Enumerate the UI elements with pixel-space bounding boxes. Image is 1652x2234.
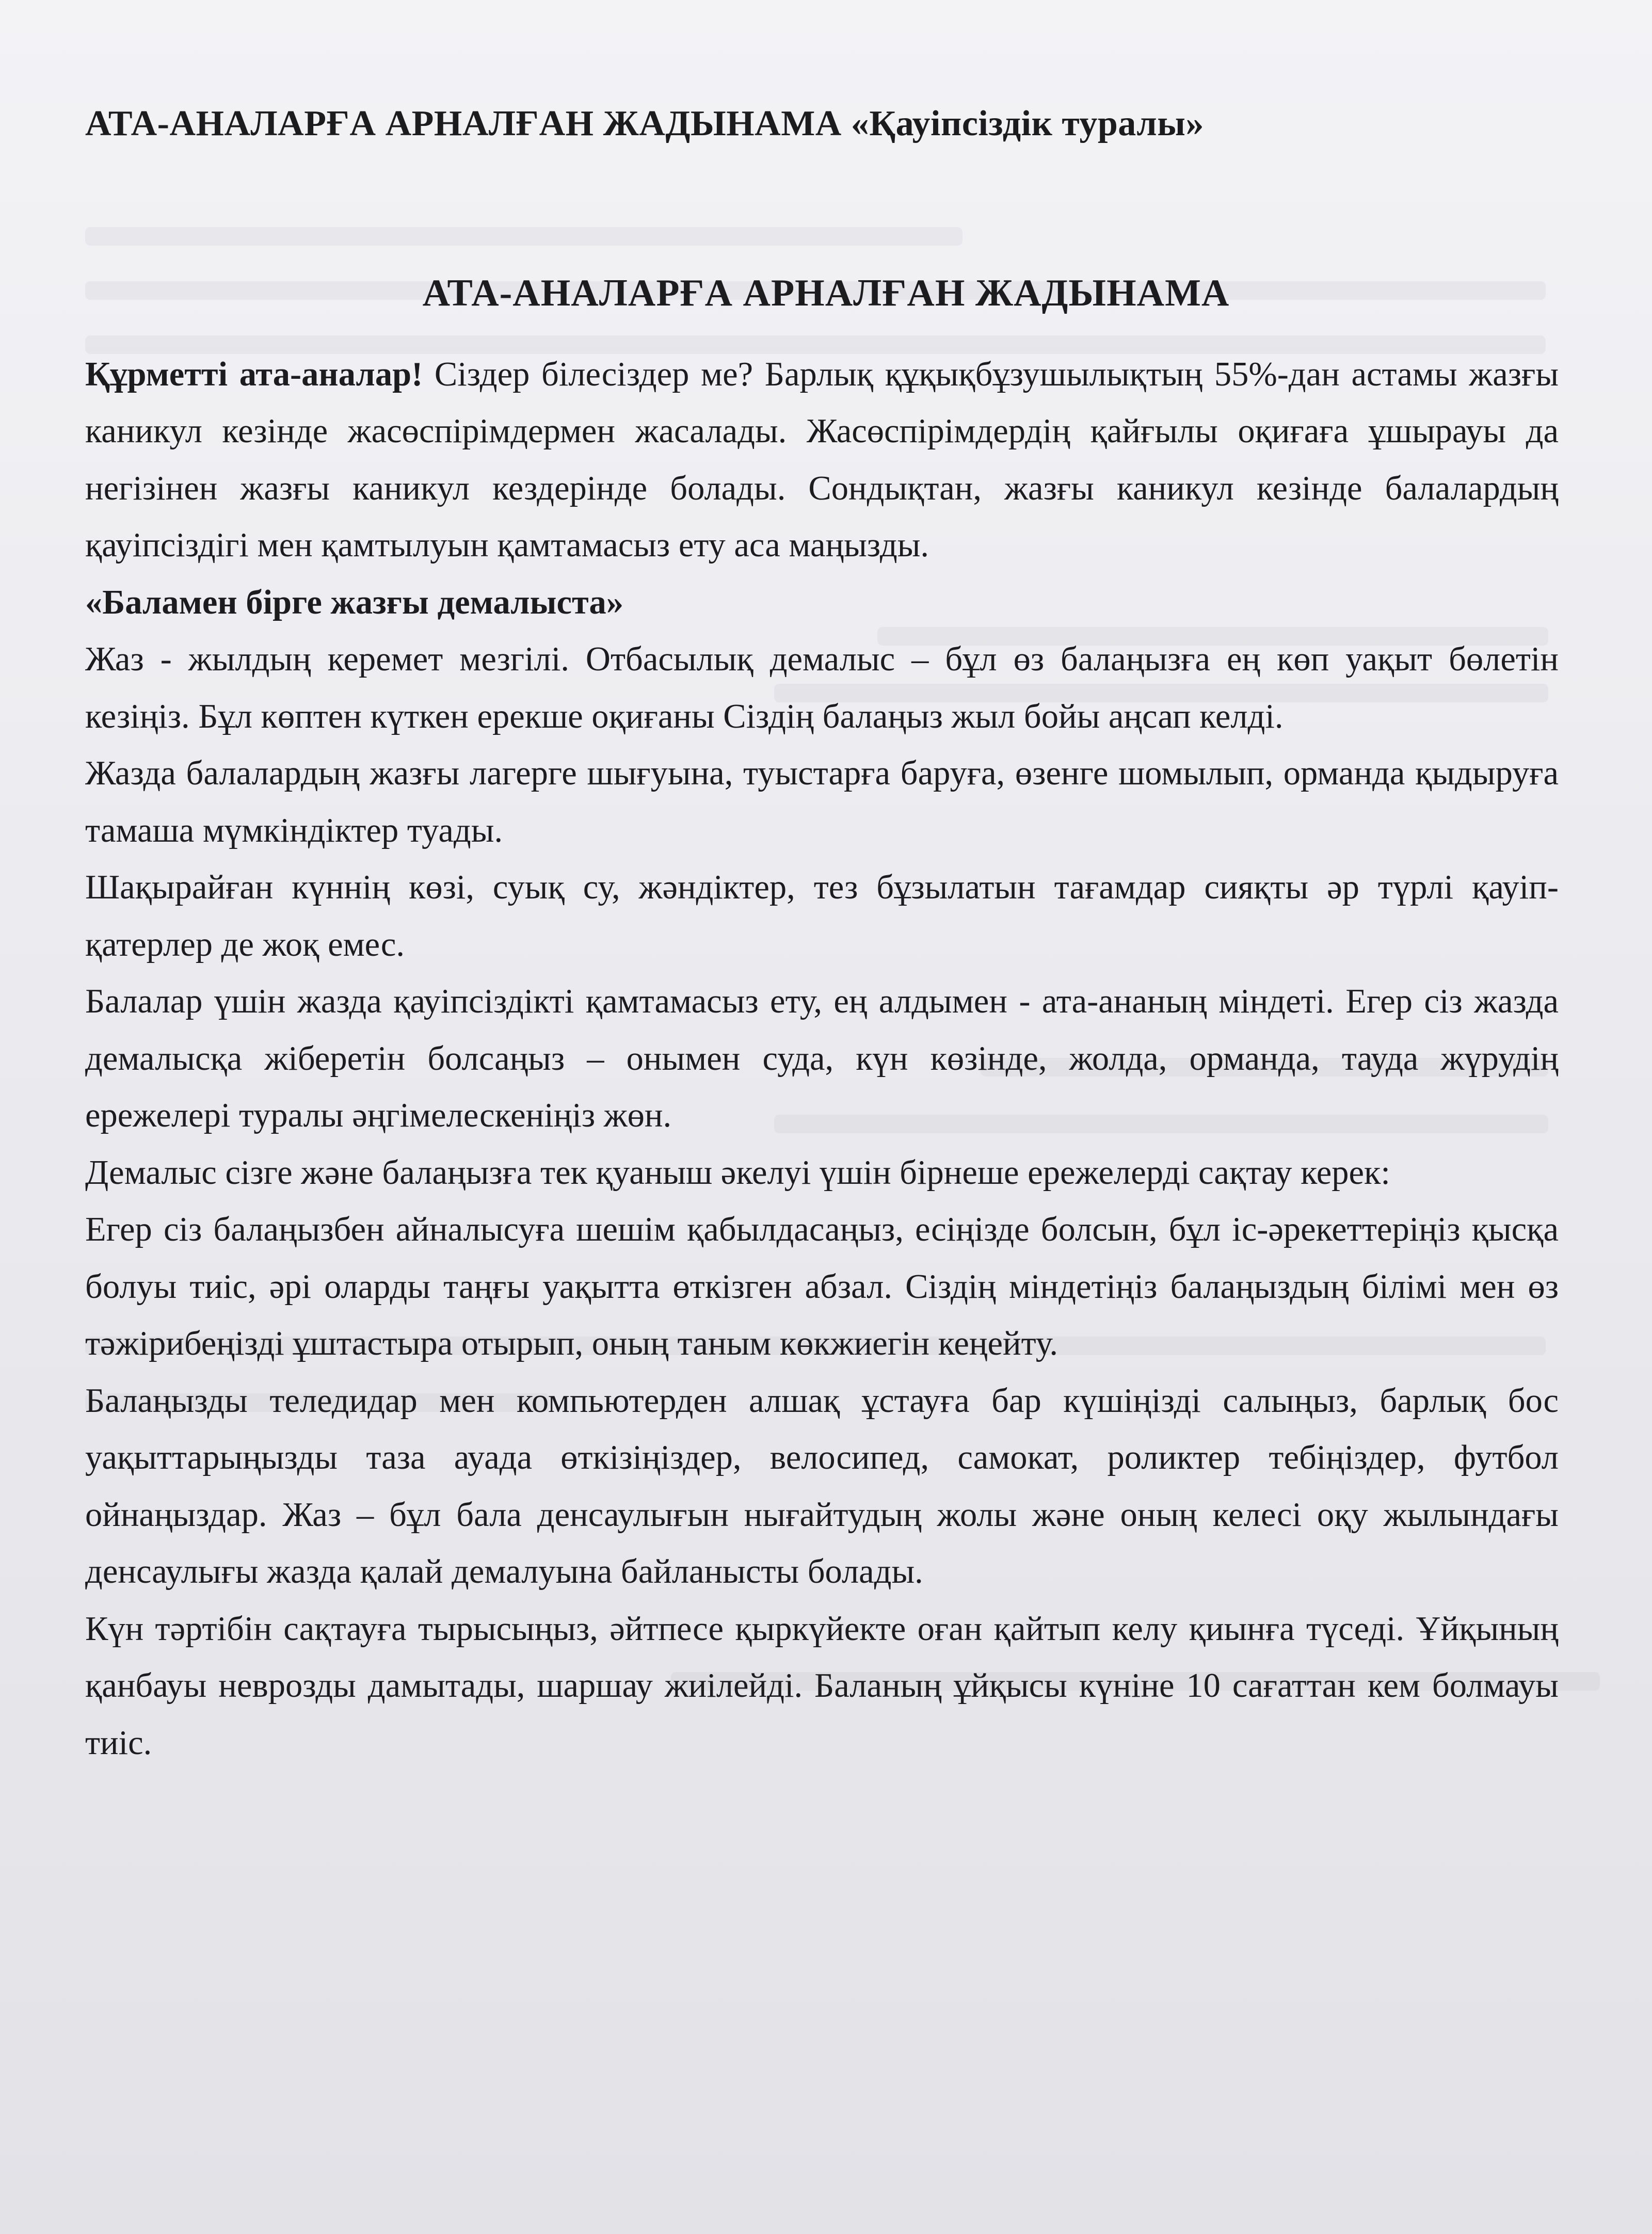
page-header-title: АТА-АНАЛАРҒА АРНАЛҒАН ЖАДЫНАМА «Қауіпсіздік туралы» — [85, 104, 1204, 143]
paragraph: Шақырайған күннің көзі, суық су, жәндіктер, тез бұзылатын тағамдар сияқты әр түрлі қауіп-қатерлер де жоқ емес. — [85, 869, 1559, 963]
paragraph: Күн тәртібін сақтауға тырысыңыз, әйтпесе қыркүйекте оған қайтып келу қиынға түседі. Ұйқының қанбауы неврозды дамытады, шаршау жиілейді. Баланың ұйқысы күніне 10 сағаттан кем болмауы тиіс. — [85, 1610, 1559, 1762]
section-heading: «Баламен бірге жазғы демалыста» — [85, 583, 624, 621]
main-title: АТА-АНАЛАРҒА АРНАЛҒАН ЖАДЫНАМА — [422, 271, 1230, 314]
paragraph: Балалар үшін жазда қауіпсіздікті қамтамасыз ету, ең алдымен - ата-ананың міндеті. Егер сіз жазда демалысқа жіберетін болсаңыз – онымен суда, күн көзінде, жолда, орманда, тауда жүрудің ережелері туралы әңгімелескеніңіз жөн. — [85, 983, 1559, 1135]
paragraph: Демалыс сізге және балаңызға тек қуаныш әкелуі үшін бірнеше ережелерді сақтау керек: — [85, 1153, 1390, 1192]
paragraph: Жазда балалардың жазғы лагерге шығуына, туыстарға баруға, өзенге шомылып, орманда қыдыруға тамаша мүмкіндіктер туады. — [85, 754, 1559, 849]
paragraph: Балаңызды теледидар мен компьютерден алшақ ұстауға бар күшіңізді салыңыз, барлық бос уақыттарыңызды таза ауада өткізіңіздер, велосипед, самокат, роликтер тебіңіздер, футбол ойнаңыздар. Жаз – бұл бала денсаулығын нығайтудың жолы және оның келесі оқу жылындағы денсаулығы жазда қалай демалуына байланысты болады. — [85, 1381, 1559, 1591]
intro-text: Сіздер білесіздер ме? Барлық құқықбұзушылықтың 55%-дан астамы жазғы каникул кезінде жасөспірімдермен жасалады. Жасөспірімдердің қайғылы оқиғаға ұшырауы да негізінен жазғы каникул кездерінде болады. Сондықтан, жазғы каникул кезінде балалардың қауіпсіздігі мен қамтылуын қамтамасыз ету аса маңызды. — [85, 355, 1559, 565]
paragraph: Егер сіз балаңызбен айналысуға шешім қабылдасаңыз, есіңізде болсын, бұл іс-әрекеттеріңіз қысқа болуы тиіс, әрі оларды таңғы уақытта өткізген абзал. Сіздің міндетіңіз балаңыздың білімі мен өз тәжірибеңізді ұштастыра отырып, оның таным көкжиегін кеңейту. — [85, 1211, 1559, 1363]
intro-paragraph — [85, 346, 1559, 574]
paragraph: Жаз - жылдың керемет мезгілі. Отбасылық демалыс – бұл өз балаңызға ең көп уақыт бөлетін кезіңіз. Бұл көптен күткен ерекше оқиғаны Сіздің балаңыз жыл бойы аңсап келді. — [85, 640, 1559, 735]
greeting: Құрметті ата-аналар! — [85, 355, 423, 393]
document-body — [85, 346, 1559, 1772]
